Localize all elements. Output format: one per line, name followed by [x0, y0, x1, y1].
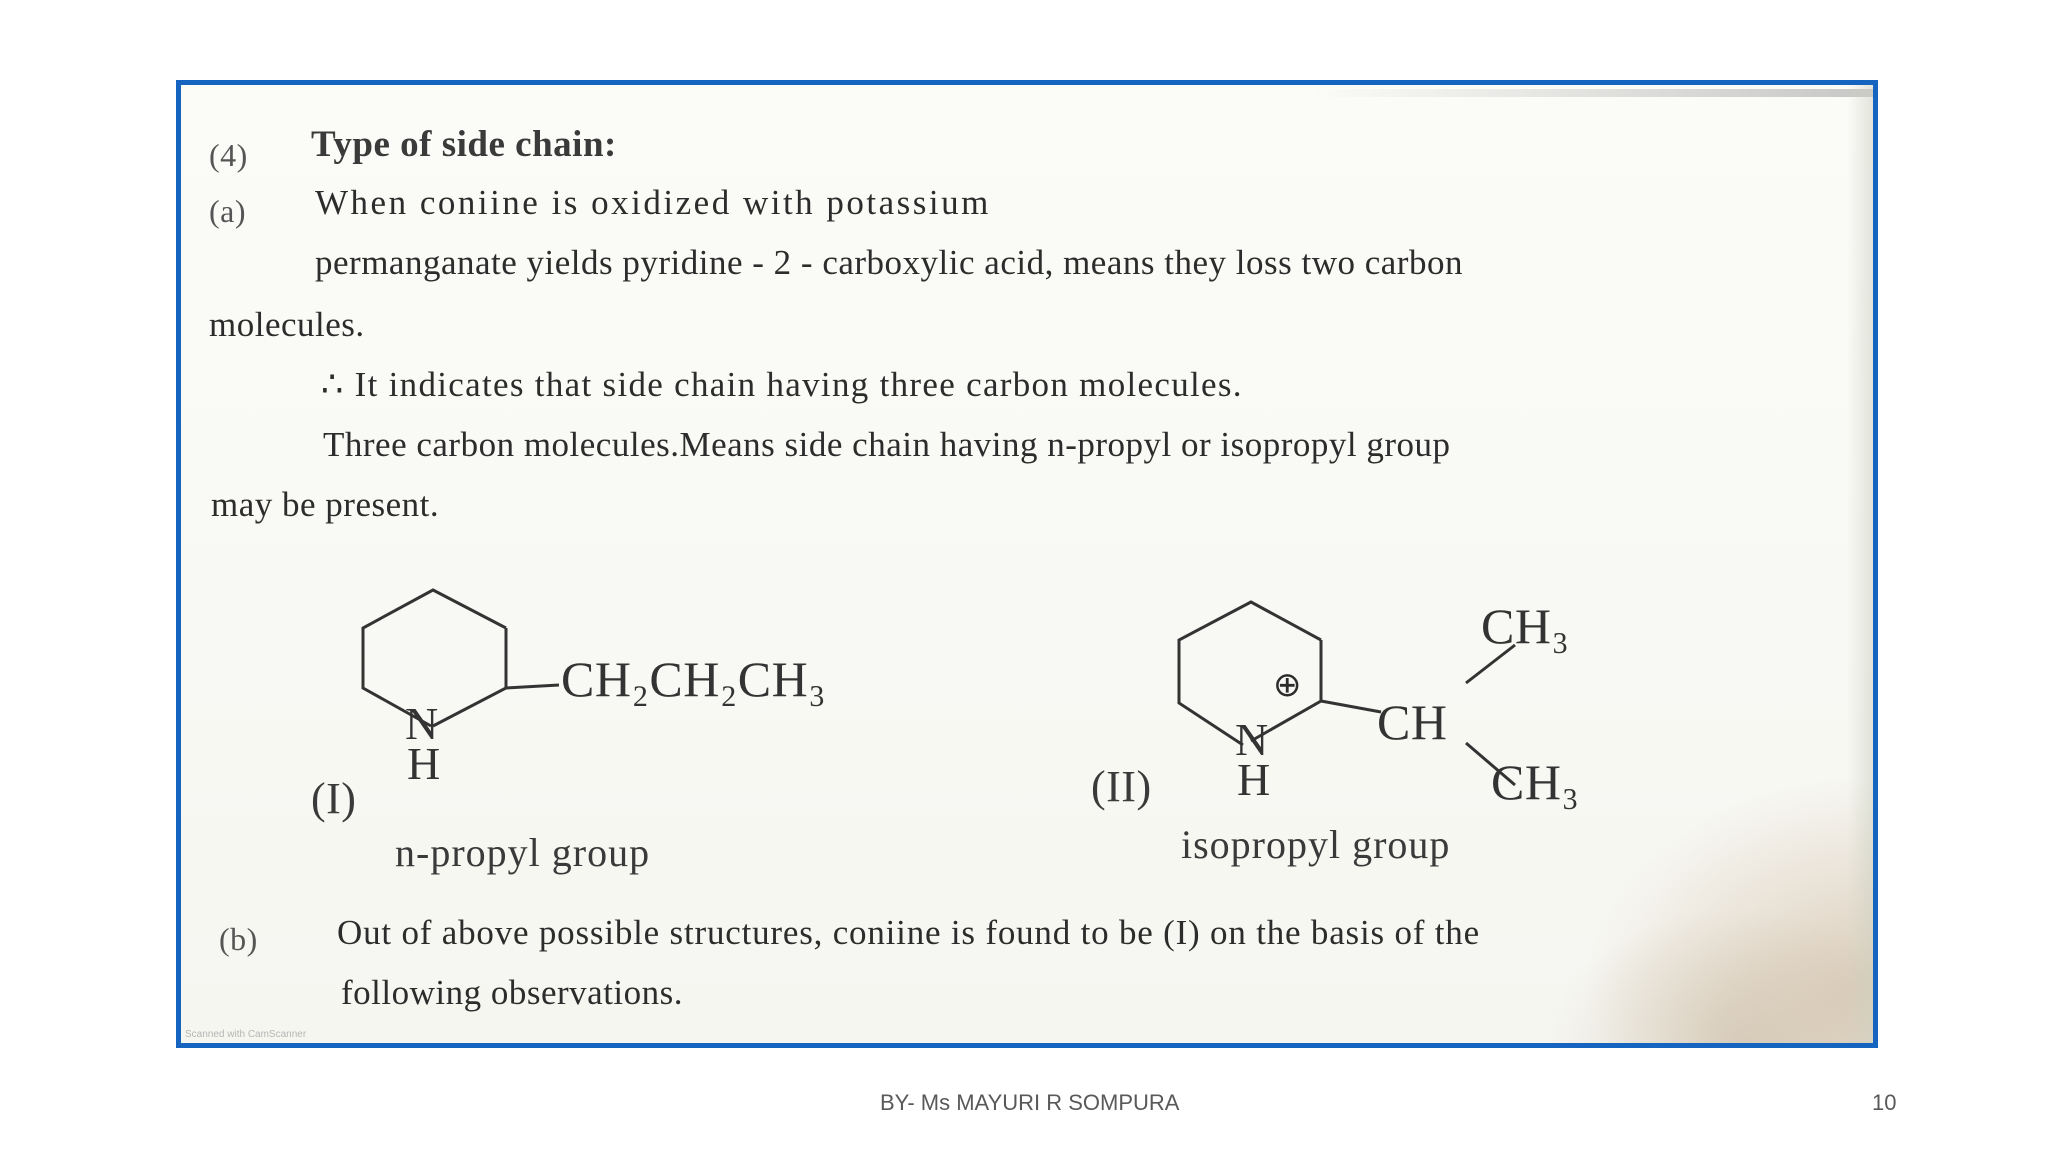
part-a-line-3: molecules.	[209, 305, 365, 344]
part-a-line-6: may be present.	[211, 485, 440, 524]
structure-II-ch: CH	[1377, 694, 1448, 750]
section-heading: Type of side chain:	[311, 124, 617, 165]
structure-I-side-chain: CH₂CH₂CH₃	[561, 651, 827, 707]
part-b-line-2: following observations.	[341, 973, 684, 1012]
structure-II-name: isopropyl group	[1181, 822, 1451, 867]
structure-I-label: (I)	[311, 774, 357, 823]
structure-I-bonds	[181, 85, 1878, 1048]
part-a-line-1: When coniine is oxidized with potassium	[315, 183, 991, 222]
structure-II-charge: ⊕	[1273, 667, 1302, 704]
scanned-page-image	[176, 80, 1878, 1048]
part-a-line-4: ∴ It indicates that side chain having three carbon molecules.	[321, 365, 1243, 404]
footer-author: BY- Ms MAYURI R SOMPURA	[880, 1090, 1180, 1115]
slide-number: 10	[1872, 1090, 1897, 1115]
part-b-label: (b)	[219, 921, 258, 957]
structure-I-name: n-propyl group	[395, 830, 651, 875]
part-a-label: (a)	[209, 193, 247, 229]
part-a-line-2: permanganate yields pyridine - 2 - carboxylic acid, means they loss two carbon	[315, 243, 1463, 282]
part-b-line-1: Out of above possible structures, coniine is found to be (I) on the basis of the	[337, 913, 1480, 952]
structure-II-methyl-top: CH₃	[1481, 598, 1570, 654]
structure-II-nitrogen: N	[1235, 714, 1269, 765]
structure-II-hydrogen: H	[1237, 754, 1271, 805]
structure-II-label: (II)	[1091, 762, 1152, 811]
structure-I-hydrogen: H	[407, 738, 441, 789]
structure-I-nitrogen: N	[405, 698, 439, 749]
scan-watermark: Scanned with CamScanner	[185, 1029, 307, 1040]
part-a-line-5: Three carbon molecules.Means side chain having n-propyl or isopropyl group	[323, 425, 1451, 464]
structure-II-methyl-bottom: CH₃	[1491, 754, 1580, 810]
section-number: (4)	[209, 137, 248, 173]
